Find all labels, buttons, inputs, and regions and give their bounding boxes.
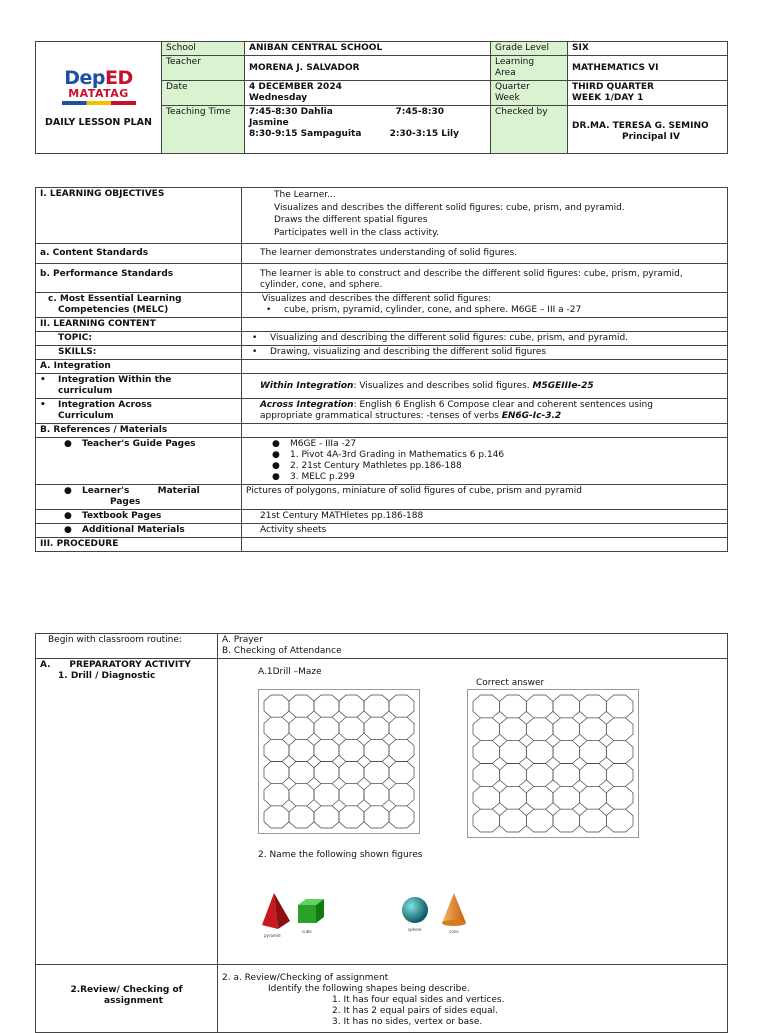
solid-figures <box>258 891 498 941</box>
maze-cell <box>314 717 339 739</box>
maze-cell <box>339 695 364 717</box>
maze-cell <box>364 695 389 717</box>
maze-cell <box>553 786 580 809</box>
sphere-icon <box>402 897 428 923</box>
maze-cell <box>314 762 339 784</box>
maze-cell <box>289 695 314 717</box>
deped-logo: DepED <box>64 66 133 89</box>
maze-cell <box>314 806 339 828</box>
cone-caption: cone <box>449 929 459 934</box>
maze-puzzle <box>258 689 420 834</box>
integration-within-label: • Integration Within the curriculum <box>36 374 242 399</box>
integration-label: A. Integration <box>36 360 242 374</box>
topic-label: TOPIC: <box>36 332 242 346</box>
content-standards-label: a. Content Standards <box>36 244 242 264</box>
melc-value: Visualizes and describes the different solid figures: • cube, prism, pyramid, cylinder, cone, and sphere. M6GE – III a -27 <box>242 293 728 318</box>
drill-activity <box>218 659 728 965</box>
procedure-table <box>35 633 728 1033</box>
integration-across-label: • Integration Across Curriculum <box>36 399 242 424</box>
objectives-table <box>35 187 728 552</box>
maze-cell <box>289 762 314 784</box>
maze-cell <box>473 718 500 741</box>
maze-cell <box>500 764 527 787</box>
textbook-label: ● Textbook Pages <box>36 510 242 524</box>
maze-cell <box>580 718 607 741</box>
teacher-value: MORENA J. SALVADOR <box>245 56 491 81</box>
maze-cell <box>264 762 289 784</box>
review-content: 2. a. Review/Checking of assignment Identify the following shapes being describe. 1. It has four equal sides and vertices. 2. It has 2 equal pairs of sides equal. 3. It has no sides, vertex or base. <box>218 965 728 1033</box>
routine-value: A. Prayer B. Checking of Attendance <box>218 634 728 659</box>
maze-cell <box>526 695 553 718</box>
maze-cell <box>289 739 314 761</box>
maze-cell <box>314 739 339 761</box>
maze-cell <box>289 784 314 806</box>
maze-cell <box>339 762 364 784</box>
maze-cell <box>526 718 553 741</box>
teachers-guide-list: ● M6GE - IIIa -27 ● 1. Pivot 4A-3rd Grading in Mathematics 6 p.146 ● 2. 21st Century Mathletes pp.186-188 ● 3. MELC p.299 <box>242 438 728 485</box>
skills-label: SKILLS: <box>36 346 242 360</box>
correct-answer-label: Correct answer <box>476 678 545 688</box>
melc-label: c. Most Essential Learning Competencies (MELC) <box>36 293 242 318</box>
maze-cell <box>473 741 500 764</box>
quarter-value: THIRD QUARTER WEEK 1/DAY 1 <box>568 81 728 106</box>
maze-cell <box>500 741 527 764</box>
procedure-value <box>242 538 728 552</box>
learning-area-value: MATHEMATICS VI <box>568 56 728 81</box>
cube-icon <box>298 899 324 923</box>
maze-cell <box>526 786 553 809</box>
maze-cell <box>289 806 314 828</box>
maze-cell <box>526 741 553 764</box>
maze-cell <box>264 695 289 717</box>
skills-value: • Drawing, visualizing and describing the different solid figures <box>242 346 728 360</box>
maze-cell <box>500 718 527 741</box>
maze-cell <box>264 739 289 761</box>
maze-cell <box>389 695 414 717</box>
maze-cell <box>553 695 580 718</box>
maze-cell <box>314 695 339 717</box>
maze-cell <box>473 809 500 832</box>
checked-by-label: Checked by <box>491 106 568 154</box>
maze-cell <box>580 764 607 787</box>
teacher-label: Teacher <box>162 56 245 81</box>
school-value: ANIBAN CENTRAL SCHOOL <box>245 42 491 56</box>
maze-cell <box>364 806 389 828</box>
maze-cell <box>289 717 314 739</box>
learners-material-value: Pictures of polygons, miniature of solid figures of cube, prism and pyramid <box>242 485 728 510</box>
maze-cell <box>500 786 527 809</box>
pyramid-icon <box>262 893 290 929</box>
maze-answer-key <box>467 689 639 838</box>
maze-cell <box>553 718 580 741</box>
learning-content-label: II. LEARNING CONTENT <box>36 318 242 332</box>
maze-cell <box>500 695 527 718</box>
checked-by-value: DR.MA. TERESA G. SEMINO Principal IV <box>568 106 728 154</box>
maze-cell <box>264 717 289 739</box>
maze-cell <box>606 809 633 832</box>
maze-cell <box>580 786 607 809</box>
maze-cell <box>264 784 289 806</box>
routine-label: Begin with classroom routine: <box>36 634 218 659</box>
cube-caption: cube <box>302 929 312 934</box>
maze-cell <box>553 809 580 832</box>
maze-cell <box>339 784 364 806</box>
preparatory-activity-label: A. PREPARATORY ACTIVITY 1. Drill / Diagnostic <box>36 659 218 965</box>
learning-objectives-label: I. LEARNING OBJECTIVES <box>36 188 242 244</box>
maze-cell <box>580 809 607 832</box>
pyramid-caption: pyramid <box>264 933 281 938</box>
maze-cell <box>314 784 339 806</box>
maze-cell <box>364 717 389 739</box>
performance-standards-label: b. Performance Standards <box>36 264 242 293</box>
maze-cell <box>339 806 364 828</box>
teaching-time-value: 7:45-8:30 Dahlia 7:45-8:30 Jasmine 8:30-9:15 Sampaguita 2:30-3:15 Lily <box>245 106 491 154</box>
maze-cell <box>606 764 633 787</box>
maze-cell <box>526 764 553 787</box>
procedure-label: III. PROCEDURE <box>36 538 242 552</box>
maze-cell <box>606 718 633 741</box>
additional-materials-label: ● Additional Materials <box>36 524 242 538</box>
school-label: School <box>162 42 245 56</box>
maze-cell <box>553 764 580 787</box>
maze-cell <box>526 809 553 832</box>
maze-cell <box>389 739 414 761</box>
date-value: 4 DECEMBER 2024 Wednesday <box>245 81 491 106</box>
maze-cell <box>264 806 289 828</box>
maze-cell <box>606 786 633 809</box>
grade-level-label: Grade Level <box>491 42 568 56</box>
integration-value <box>242 360 728 374</box>
maze-cell <box>606 695 633 718</box>
matatag-logo: MATATAG <box>68 86 129 100</box>
learning-area-label: Learning Area <box>491 56 568 81</box>
document-title: DAILY LESSON PLAN <box>45 116 152 128</box>
integration-within-value: Within Integration: Visualizes and describes solid figures. M5GEIIIe-25 <box>242 374 728 399</box>
learning-objectives-list: The Learner... Visualizes and describes the different solid figures: cube, prism, and pyramid. Draws the different spatial figures Participates well in the class activity. <box>242 188 728 244</box>
grade-level-value: SIX <box>568 42 728 56</box>
textbook-value: 21st Century MATHletes pp.186-188 <box>242 510 728 524</box>
performance-standards-value: The learner is able to construct and describe the different solid figures: cube, prism, pyramid, cylinder, cone, and sphere. <box>242 264 728 293</box>
lesson-plan-header <box>35 41 728 154</box>
maze-cell <box>364 784 389 806</box>
maze-cell <box>389 784 414 806</box>
maze-cell <box>553 741 580 764</box>
topic-value: • Visualizing and describing the different solid figures: cube, prism, and pyramid. <box>242 332 728 346</box>
learning-content-value <box>242 318 728 332</box>
maze-cell <box>364 762 389 784</box>
drill-title: A.1Drill –Maze <box>258 667 322 677</box>
maze-cell <box>473 786 500 809</box>
name-figures-instruction: 2. Name the following shown figures <box>258 850 423 860</box>
maze-cell <box>606 741 633 764</box>
maze-cell <box>389 717 414 739</box>
additional-materials-value: Activity sheets <box>242 524 728 538</box>
maze-cell <box>473 695 500 718</box>
references-value <box>242 424 728 438</box>
quarter-label: Quarter Week <box>491 81 568 106</box>
cone-icon <box>442 893 466 926</box>
content-standards-value: The learner demonstrates understanding of solid figures. <box>242 244 728 264</box>
logo-stripe <box>62 101 136 105</box>
maze-cell <box>339 739 364 761</box>
maze-cell <box>389 762 414 784</box>
learners-material-label: ● Learner's Material Pages <box>36 485 242 510</box>
review-label: 2.Review/ Checking of assignment <box>36 965 218 1033</box>
teaching-time-label: Teaching Time <box>162 106 245 154</box>
maze-cell <box>500 809 527 832</box>
date-label: Date <box>162 81 245 106</box>
maze-cell <box>389 806 414 828</box>
references-label: B. References / Materials <box>36 424 242 438</box>
maze-cell <box>580 695 607 718</box>
maze-cell <box>580 741 607 764</box>
maze-cell <box>364 739 389 761</box>
teachers-guide-label: ● Teacher's Guide Pages <box>36 438 242 485</box>
sphere-caption: sphere <box>408 927 422 932</box>
header-logo-cell <box>36 42 162 154</box>
maze-cell <box>473 764 500 787</box>
maze-cell <box>339 717 364 739</box>
integration-across-value: Across Integration: English 6 English 6 Compose clear and coherent sentences using appropriate grammatical structures: -tenses of verbs EN6G-Ic-3.2 <box>242 399 728 424</box>
